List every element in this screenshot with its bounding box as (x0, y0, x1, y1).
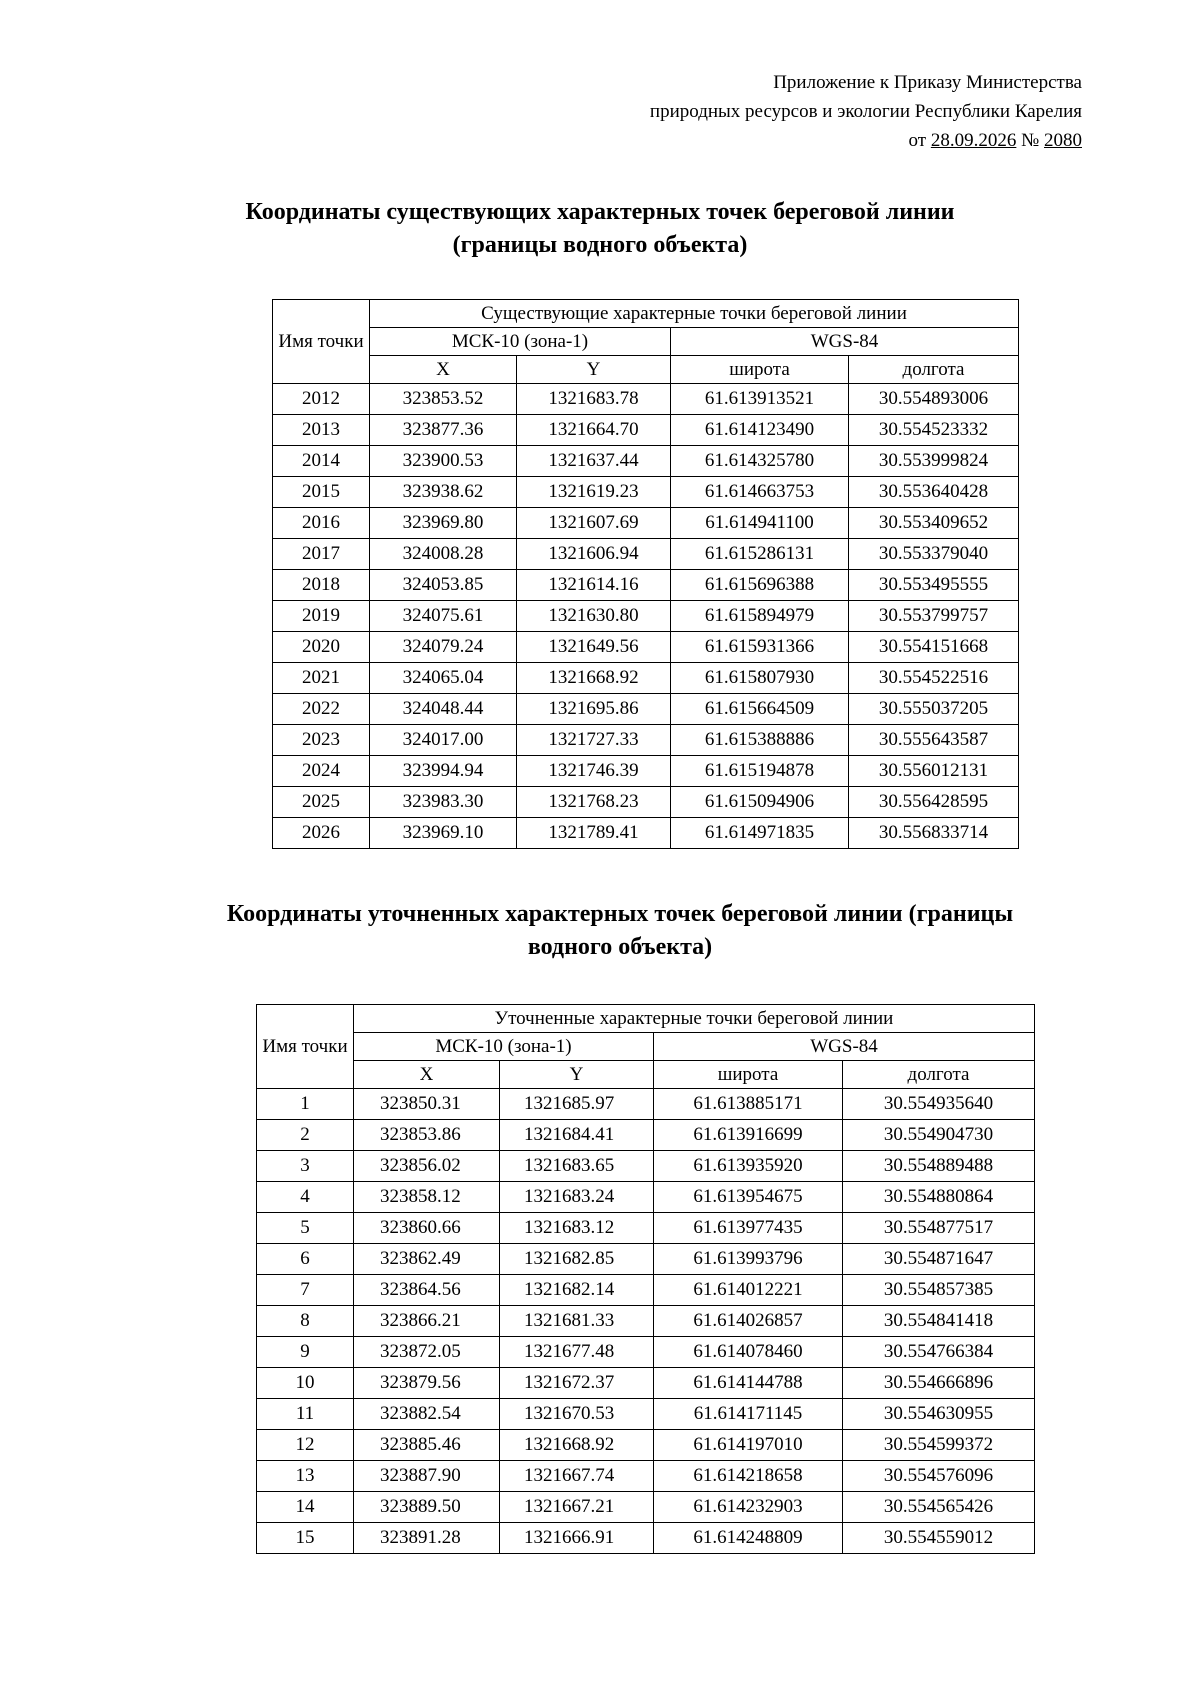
header-line-3 (650, 126, 1082, 155)
point-name-cell: 8 (257, 1306, 354, 1337)
latitude-cell: 61.615094906 (671, 787, 849, 818)
y-cell: 1321667.74 (500, 1461, 654, 1492)
table-row (257, 1306, 1035, 1337)
latitude-cell: 61.613993796 (654, 1244, 843, 1275)
latitude-cell: 61.615696388 (671, 570, 849, 601)
table-row (257, 1120, 1035, 1151)
y-cell: 1321630.80 (517, 601, 671, 632)
header-line-1: Приложение к Приказу Министерства (773, 72, 1082, 93)
longitude-cell: 30.554565426 (843, 1492, 1035, 1523)
point-name-cell: 2016 (273, 508, 370, 539)
longitude-header: долгота (843, 1061, 1035, 1089)
point-name-header (273, 300, 370, 384)
table-row (257, 1275, 1035, 1306)
x-header: X (370, 356, 517, 384)
point-name-cell: 2026 (273, 818, 370, 849)
x-cell: 324008.28 (370, 539, 517, 570)
longitude-cell: 30.554857385 (843, 1275, 1035, 1306)
y-cell: 1321668.92 (517, 663, 671, 694)
latitude-cell: 61.615286131 (671, 539, 849, 570)
longitude-cell: 30.553799757 (849, 601, 1019, 632)
latitude-cell: 61.614144788 (654, 1368, 843, 1399)
longitude-cell: 30.553409652 (849, 508, 1019, 539)
point-name-cell: 2017 (273, 539, 370, 570)
y-cell: 1321746.39 (517, 756, 671, 787)
point-name-cell: 2012 (273, 384, 370, 415)
x-cell: 323891.28 (354, 1523, 500, 1554)
x-cell: 324079.24 (370, 632, 517, 663)
x-cell: 323969.10 (370, 818, 517, 849)
order-number: 2080 (1044, 130, 1082, 151)
x-cell: 323882.54 (354, 1399, 500, 1430)
y-cell: 1321670.53 (500, 1399, 654, 1430)
wgs-header: WGS-84 (654, 1033, 1035, 1061)
longitude-cell: 30.554841418 (843, 1306, 1035, 1337)
table-row (273, 384, 1019, 415)
section1-title (40, 196, 1160, 262)
table-row (257, 1213, 1035, 1244)
y-cell: 1321649.56 (517, 632, 671, 663)
section1-title-line1: Координаты существующих характерных точек береговой линии (245, 199, 955, 225)
number-sign: № (1021, 130, 1040, 151)
x-cell: 323858.12 (354, 1182, 500, 1213)
y-cell: 1321768.23 (517, 787, 671, 818)
y-cell: 1321681.33 (500, 1306, 654, 1337)
table-row (273, 756, 1019, 787)
point-name-cell: 2021 (273, 663, 370, 694)
latitude-cell: 61.614663753 (671, 477, 849, 508)
table-row (257, 1182, 1035, 1213)
x-cell: 323887.90 (354, 1461, 500, 1492)
order-date: 28.09.2026 (930, 130, 1017, 151)
x-cell: 323938.62 (370, 477, 517, 508)
refined-points-table (256, 1004, 1035, 1554)
table-row (257, 1430, 1035, 1461)
point-name-cell: 2018 (273, 570, 370, 601)
y-cell: 1321695.86 (517, 694, 671, 725)
x-cell: 323866.21 (354, 1306, 500, 1337)
latitude-cell: 61.614971835 (671, 818, 849, 849)
point-name-cell: 15 (257, 1523, 354, 1554)
longitude-cell: 30.554576096 (843, 1461, 1035, 1492)
header-line-2: природных ресурсов и экологии Республики Карелия (649, 101, 1082, 122)
table-row (273, 477, 1019, 508)
x-cell: 323850.31 (354, 1089, 500, 1120)
longitude-cell: 30.553495555 (849, 570, 1019, 601)
y-cell: 1321619.23 (517, 477, 671, 508)
latitude-cell: 61.614026857 (654, 1306, 843, 1337)
latitude-cell: 61.615388886 (671, 725, 849, 756)
point-name-cell: 2013 (273, 415, 370, 446)
latitude-cell: 61.613954675 (654, 1182, 843, 1213)
latitude-header: широта (654, 1061, 843, 1089)
latitude-cell: 61.613916699 (654, 1120, 843, 1151)
longitude-cell: 30.555643587 (849, 725, 1019, 756)
latitude-cell: 61.614078460 (654, 1337, 843, 1368)
table-group-header: Уточненные характерные точки береговой линии (354, 1005, 1035, 1033)
table-row (257, 1368, 1035, 1399)
longitude-cell: 30.556428595 (849, 787, 1019, 818)
latitude-cell: 61.614123490 (671, 415, 849, 446)
table-row (257, 1399, 1035, 1430)
y-cell: 1321683.65 (500, 1151, 654, 1182)
y-cell: 1321684.41 (500, 1120, 654, 1151)
longitude-cell: 30.554904730 (843, 1120, 1035, 1151)
table-row (273, 694, 1019, 725)
x-cell: 324017.00 (370, 725, 517, 756)
point-name-cell: 12 (257, 1430, 354, 1461)
y-cell: 1321614.16 (517, 570, 671, 601)
longitude-cell: 30.554599372 (843, 1430, 1035, 1461)
wgs-header: WGS-84 (671, 328, 1019, 356)
existing-points-table (272, 299, 1019, 849)
point-name-cell: 2015 (273, 477, 370, 508)
table-row (273, 818, 1019, 849)
longitude-cell: 30.554522516 (849, 663, 1019, 694)
x-cell: 323853.52 (370, 384, 517, 415)
y-cell: 1321789.41 (517, 818, 671, 849)
table-row (257, 1523, 1035, 1554)
table-row (273, 508, 1019, 539)
latitude-cell: 61.614941100 (671, 508, 849, 539)
point-name-cell: 2019 (273, 601, 370, 632)
document-header-note (650, 68, 1082, 155)
latitude-cell: 61.615194878 (671, 756, 849, 787)
y-cell: 1321683.78 (517, 384, 671, 415)
longitude-header: долгота (849, 356, 1019, 384)
point-name-cell: 2025 (273, 787, 370, 818)
point-name-header-label: Имя точки (262, 1035, 348, 1057)
table-row (273, 601, 1019, 632)
y-cell: 1321685.97 (500, 1089, 654, 1120)
x-header: X (354, 1061, 500, 1089)
y-cell: 1321683.24 (500, 1182, 654, 1213)
longitude-cell: 30.554889488 (843, 1151, 1035, 1182)
latitude-cell: 61.615807930 (671, 663, 849, 694)
x-cell: 323900.53 (370, 446, 517, 477)
table-row (273, 725, 1019, 756)
latitude-header: широта (671, 356, 849, 384)
x-cell: 323862.49 (354, 1244, 500, 1275)
longitude-cell: 30.554151668 (849, 632, 1019, 663)
latitude-cell: 61.613977435 (654, 1213, 843, 1244)
section2-title (60, 898, 1180, 964)
table-row (273, 663, 1019, 694)
x-cell: 323864.56 (354, 1275, 500, 1306)
table-row (273, 632, 1019, 663)
x-cell: 323853.86 (354, 1120, 500, 1151)
point-name-cell: 2023 (273, 725, 370, 756)
y-cell: 1321672.37 (500, 1368, 654, 1399)
y-header: Y (517, 356, 671, 384)
point-name-header-label: Имя точки (278, 330, 364, 352)
x-cell: 324075.61 (370, 601, 517, 632)
x-cell: 324065.04 (370, 663, 517, 694)
table-row (273, 415, 1019, 446)
y-cell: 1321664.70 (517, 415, 671, 446)
latitude-cell: 61.614218658 (654, 1461, 843, 1492)
latitude-cell: 61.615894979 (671, 601, 849, 632)
y-cell: 1321727.33 (517, 725, 671, 756)
longitude-cell: 30.554880864 (843, 1182, 1035, 1213)
point-name-cell: 7 (257, 1275, 354, 1306)
point-name-cell: 4 (257, 1182, 354, 1213)
latitude-cell: 61.613913521 (671, 384, 849, 415)
longitude-cell: 30.554666896 (843, 1368, 1035, 1399)
table-group-header: Существующие характерные точки береговой линии (370, 300, 1019, 328)
x-cell: 323889.50 (354, 1492, 500, 1523)
msk-header: МСК-10 (зона-1) (354, 1033, 654, 1061)
latitude-cell: 61.614012221 (654, 1275, 843, 1306)
table-row (273, 446, 1019, 477)
point-name-cell: 9 (257, 1337, 354, 1368)
x-cell: 323877.36 (370, 415, 517, 446)
y-cell: 1321606.94 (517, 539, 671, 570)
table-row (257, 1151, 1035, 1182)
y-cell: 1321682.14 (500, 1275, 654, 1306)
msk-header: МСК-10 (зона-1) (370, 328, 671, 356)
y-header: Y (500, 1061, 654, 1089)
table-row (257, 1492, 1035, 1523)
x-cell: 323885.46 (354, 1430, 500, 1461)
x-cell: 323969.80 (370, 508, 517, 539)
point-name-cell: 2022 (273, 694, 370, 725)
longitude-cell: 30.554766384 (843, 1337, 1035, 1368)
point-name-cell: 2020 (273, 632, 370, 663)
point-name-cell: 10 (257, 1368, 354, 1399)
x-cell: 323994.94 (370, 756, 517, 787)
point-name-header (257, 1005, 354, 1089)
point-name-cell: 2014 (273, 446, 370, 477)
point-name-cell: 2 (257, 1120, 354, 1151)
point-name-cell: 3 (257, 1151, 354, 1182)
section2-title-line1: Координаты уточненных характерных точек береговой линии (границы (226, 901, 1014, 927)
table-row (273, 539, 1019, 570)
point-name-cell: 6 (257, 1244, 354, 1275)
y-cell: 1321668.92 (500, 1430, 654, 1461)
longitude-cell: 30.556833714 (849, 818, 1019, 849)
latitude-cell: 61.613935920 (654, 1151, 843, 1182)
longitude-cell: 30.554877517 (843, 1213, 1035, 1244)
table-row (257, 1461, 1035, 1492)
header-prefix: от (908, 130, 927, 151)
longitude-cell: 30.554935640 (843, 1089, 1035, 1120)
latitude-cell: 61.615931366 (671, 632, 849, 663)
y-cell: 1321677.48 (500, 1337, 654, 1368)
table-row (257, 1337, 1035, 1368)
longitude-cell: 30.555037205 (849, 694, 1019, 725)
y-cell: 1321683.12 (500, 1213, 654, 1244)
point-name-cell: 2024 (273, 756, 370, 787)
table-row (257, 1089, 1035, 1120)
latitude-cell: 61.613885171 (654, 1089, 843, 1120)
table-row (257, 1244, 1035, 1275)
table-row (273, 787, 1019, 818)
y-cell: 1321637.44 (517, 446, 671, 477)
x-cell: 323983.30 (370, 787, 517, 818)
longitude-cell: 30.553999824 (849, 446, 1019, 477)
point-name-cell: 1 (257, 1089, 354, 1120)
latitude-cell: 61.615664509 (671, 694, 849, 725)
longitude-cell: 30.554893006 (849, 384, 1019, 415)
latitude-cell: 61.614248809 (654, 1523, 843, 1554)
longitude-cell: 30.554523332 (849, 415, 1019, 446)
latitude-cell: 61.614325780 (671, 446, 849, 477)
table-row (273, 570, 1019, 601)
longitude-cell: 30.556012131 (849, 756, 1019, 787)
latitude-cell: 61.614232903 (654, 1492, 843, 1523)
longitude-cell: 30.554871647 (843, 1244, 1035, 1275)
y-cell: 1321682.85 (500, 1244, 654, 1275)
point-name-cell: 13 (257, 1461, 354, 1492)
x-cell: 323856.02 (354, 1151, 500, 1182)
x-cell: 324053.85 (370, 570, 517, 601)
point-name-cell: 14 (257, 1492, 354, 1523)
longitude-cell: 30.553640428 (849, 477, 1019, 508)
x-cell: 324048.44 (370, 694, 517, 725)
longitude-cell: 30.554630955 (843, 1399, 1035, 1430)
x-cell: 323872.05 (354, 1337, 500, 1368)
y-cell: 1321666.91 (500, 1523, 654, 1554)
x-cell: 323879.56 (354, 1368, 500, 1399)
point-name-cell: 5 (257, 1213, 354, 1244)
latitude-cell: 61.614197010 (654, 1430, 843, 1461)
y-cell: 1321607.69 (517, 508, 671, 539)
longitude-cell: 30.554559012 (843, 1523, 1035, 1554)
x-cell: 323860.66 (354, 1213, 500, 1244)
latitude-cell: 61.614171145 (654, 1399, 843, 1430)
section1-title-line2: (границы водного объекта) (452, 232, 748, 258)
y-cell: 1321667.21 (500, 1492, 654, 1523)
point-name-cell: 11 (257, 1399, 354, 1430)
section2-title-line2: водного объекта) (527, 934, 713, 960)
longitude-cell: 30.553379040 (849, 539, 1019, 570)
